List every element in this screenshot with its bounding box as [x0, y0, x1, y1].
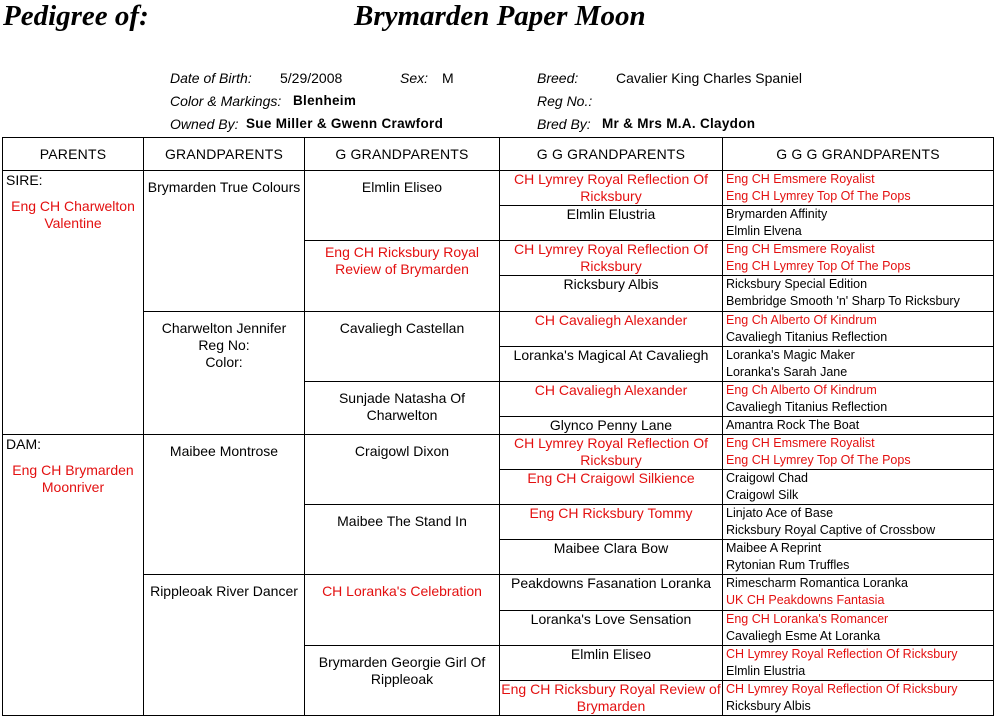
- g-grandparent-cell: Maibee The Stand In: [305, 505, 500, 575]
- gg-grandparent-cell: Ricksbury Albis: [500, 276, 723, 311]
- owned-value: Sue Miller & Gwenn Crawford: [246, 116, 444, 131]
- ggg-grandparent-dam: UK CH Peakdowns Fantasia: [726, 593, 885, 608]
- owned-label: Owned By:: [170, 116, 239, 132]
- grandparent-reg-label: Reg No:: [198, 336, 250, 353]
- sex-label: Sex:: [400, 70, 429, 86]
- breed-label: Breed:: [537, 70, 579, 86]
- ggg-grandparent-cell: [723, 575, 994, 610]
- pedigree-table: [2, 137, 994, 716]
- sire-name: Eng CH Charwelton Valentine: [11, 198, 135, 231]
- ggg-grandparent-cell: [723, 276, 994, 311]
- ggg-grandparent-cell: [723, 680, 994, 715]
- color-label: Color & Markings:: [170, 93, 282, 109]
- ggg-grandparent-cell: [723, 470, 994, 505]
- dog-name-title: Brymarden Paper Moon: [354, 0, 646, 32]
- ggg-grandparent-sire: CH Lymrey Royal Reflection Of Ricksbury: [726, 681, 958, 696]
- ggg-grandparent-sire: Brymarden Affinity: [726, 207, 828, 222]
- gg-grandparent-cell: CH Cavaliegh Alexander: [500, 311, 723, 346]
- ggg-grandparent-dam: Elmlin Elvena: [726, 224, 802, 239]
- gg-grandparent-cell: CH Cavaliegh Alexander: [500, 381, 723, 416]
- gg-grandparent-cell: Peakdowns Fasanation Loranka: [500, 575, 723, 610]
- ggg-grandparent-dam: Eng CH Lymrey Top Of The Pops: [726, 189, 911, 203]
- ggg-grandparent-sire: Eng CH Emsmere Royalist: [726, 435, 875, 450]
- ggg-grandparent-dam: Loranka's Sarah Jane: [726, 364, 848, 379]
- ggg-grandparent-dam: Cavaliegh Titanius Reflection: [726, 399, 888, 414]
- bred-label: Bred By:: [537, 116, 591, 132]
- gg-grandparent-cell: Loranka's Magical At Cavaliegh: [500, 346, 723, 381]
- ggg-grandparent-dam: Rytonian Rum Truffles: [726, 558, 850, 573]
- g-grandparent-cell: Craigowl Dixon: [305, 434, 500, 504]
- dob-label: Date of Birth:: [170, 70, 252, 86]
- ggg-grandparent-cell: [723, 171, 994, 206]
- grandparent-name: Charwelton Jennifer: [161, 319, 287, 336]
- g-grandparent-cell: Brymarden Georgie Girl Of Rippleoak: [305, 645, 500, 715]
- ggg-grandparent-sire: CH Lymrey Royal Reflection Of Ricksbury: [726, 646, 958, 661]
- grandparent-color-label: Color:: [205, 353, 243, 370]
- ggg-grandparent-dam: Craigowl Silk: [726, 488, 799, 503]
- ggg-grandparent-sire: Eng Ch Alberto Of Kindrum: [726, 312, 877, 327]
- color-value: Blenheim: [293, 93, 357, 108]
- ggg-grandparent-sire: Ricksbury Special Edition: [726, 277, 868, 292]
- ggg-grandparent-cell: [723, 346, 994, 381]
- gg-grandparent-cell: Loranka's Love Sensation: [500, 610, 723, 645]
- ggg-grandparent-sire: Amantra Rock The Boat: [726, 417, 860, 432]
- g-grandparent-cell: Sunjade Natasha Of Charwelton: [305, 381, 500, 434]
- ggg-grandparent-cell: [723, 540, 994, 575]
- gg-grandparent-cell: Elmlin Elustria: [500, 206, 723, 241]
- g-grandparent-cell: Eng CH Ricksbury Royal Review of Brymarden: [305, 241, 500, 311]
- pedigree-label: Pedigree of:: [3, 0, 149, 32]
- ggg-grandparent-cell: [723, 505, 994, 540]
- gg-grandparent-cell: Eng CH Ricksbury Royal Review of Brymarden: [501, 680, 721, 714]
- ggg-grandparent-sire: Eng CH Loranka's Romancer: [726, 611, 889, 626]
- ggg-grandparent-dam: Eng CH Lymrey Top Of The Pops: [726, 452, 911, 467]
- sire-label: SIRE:: [6, 172, 43, 188]
- header-parents: PARENTS: [3, 138, 144, 171]
- g-grandparent-cell: Elmlin Eliseo: [305, 171, 500, 241]
- gg-grandparent-cell: Eng CH Ricksbury Tommy: [500, 505, 723, 540]
- ggg-grandparent-cell: [723, 610, 994, 645]
- gg-grandparent-cell: Eng CH Craigowl Silkience: [500, 470, 723, 505]
- header-grandparents: GRANDPARENTS: [144, 138, 305, 171]
- dob-value: 5/29/2008: [280, 70, 343, 86]
- gg-grandparent-cell: Glynco Penny Lane: [500, 416, 723, 434]
- bred-value: Mr & Mrs M.A. Claydon: [602, 116, 756, 131]
- g-grandparent-cell: CH Loranka's Celebration: [305, 575, 500, 645]
- grandparent-name: Rippleoak River Dancer: [150, 583, 298, 600]
- dam-label: DAM:: [6, 435, 41, 452]
- ggg-grandparent-sire: Eng CH Emsmere Royalist: [726, 172, 875, 186]
- ggg-grandparent-sire: Eng CH Emsmere Royalist: [726, 242, 875, 257]
- grandparent-cell: [144, 311, 305, 434]
- ggg-grandparent-sire: Craigowl Chad: [726, 471, 808, 486]
- sex-value: M: [442, 70, 454, 86]
- gg-grandparent-cell: CH Lymrey Royal Reflection Of Ricksbury: [500, 241, 723, 276]
- ggg-grandparent-dam: Ricksbury Albis: [726, 698, 811, 713]
- ggg-grandparent-cell: [723, 434, 994, 469]
- dam-name: Eng CH Brymarden Moonriver: [12, 461, 134, 495]
- ggg-grandparent-cell: [723, 241, 994, 276]
- ggg-grandparent-dam: Bembridge Smooth 'n' Sharp To Ricksbury: [726, 294, 960, 309]
- ggg-grandparent-sire: Eng Ch Alberto Of Kindrum: [726, 382, 877, 397]
- ggg-grandparent-sire: Linjato Ace of Base: [726, 506, 834, 521]
- grandparent-cell: [144, 434, 305, 575]
- grandparent-name: Brymarden True Colours: [147, 179, 301, 195]
- g-grandparent-cell: Cavaliegh Castellan: [305, 311, 500, 381]
- ggg-grandparent-cell: [723, 645, 994, 680]
- gg-grandparent-cell: CH Lymrey Royal Reflection Of Ricksbury: [500, 171, 723, 206]
- breed-value: Cavalier King Charles Spaniel: [616, 70, 802, 86]
- ggg-grandparent-cell: [723, 206, 994, 241]
- ggg-grandparent-cell: [723, 381, 994, 416]
- grandparent-cell: [144, 171, 305, 312]
- ggg-grandparent-dam: Eng CH Lymrey Top Of The Pops: [726, 259, 911, 274]
- ggg-grandparent-dam: Cavaliegh Esme At Loranka: [726, 628, 881, 643]
- ggg-grandparent-sire: Rimescharm Romantica Loranka: [726, 576, 909, 591]
- reg-label: Reg No.:: [537, 93, 593, 109]
- dam-cell: [3, 434, 144, 715]
- ggg-grandparent-cell: [723, 416, 994, 434]
- ggg-grandparent-cell: [723, 311, 994, 346]
- header-gg-grandparents: G G GRANDPARENTS: [500, 138, 723, 171]
- ggg-grandparent-dam: Cavaliegh Titanius Reflection: [726, 329, 888, 344]
- header-row: [3, 138, 994, 171]
- ggg-grandparent-sire: Loranka's Magic Maker: [726, 347, 855, 362]
- ggg-grandparent-sire: Maibee A Reprint: [726, 541, 822, 556]
- ggg-grandparent-dam: Elmlin Elustria: [726, 663, 806, 678]
- gg-grandparent-cell: Maibee Clara Bow: [500, 540, 723, 575]
- header-ggg-grandparents: G G G GRANDPARENTS: [723, 138, 994, 171]
- header-g-grandparents: G GRANDPARENTS: [305, 138, 500, 171]
- ggg-grandparent-dam: Ricksbury Royal Captive of Crossbow: [726, 523, 936, 538]
- grandparent-name: Maibee Montrose: [169, 442, 279, 459]
- gg-grandparent-cell: CH Lymrey Royal Reflection Of Ricksbury: [500, 434, 723, 469]
- grandparent-cell: [144, 575, 305, 716]
- gg-grandparent-cell: Elmlin Eliseo: [500, 645, 723, 680]
- sire-cell: [3, 171, 144, 435]
